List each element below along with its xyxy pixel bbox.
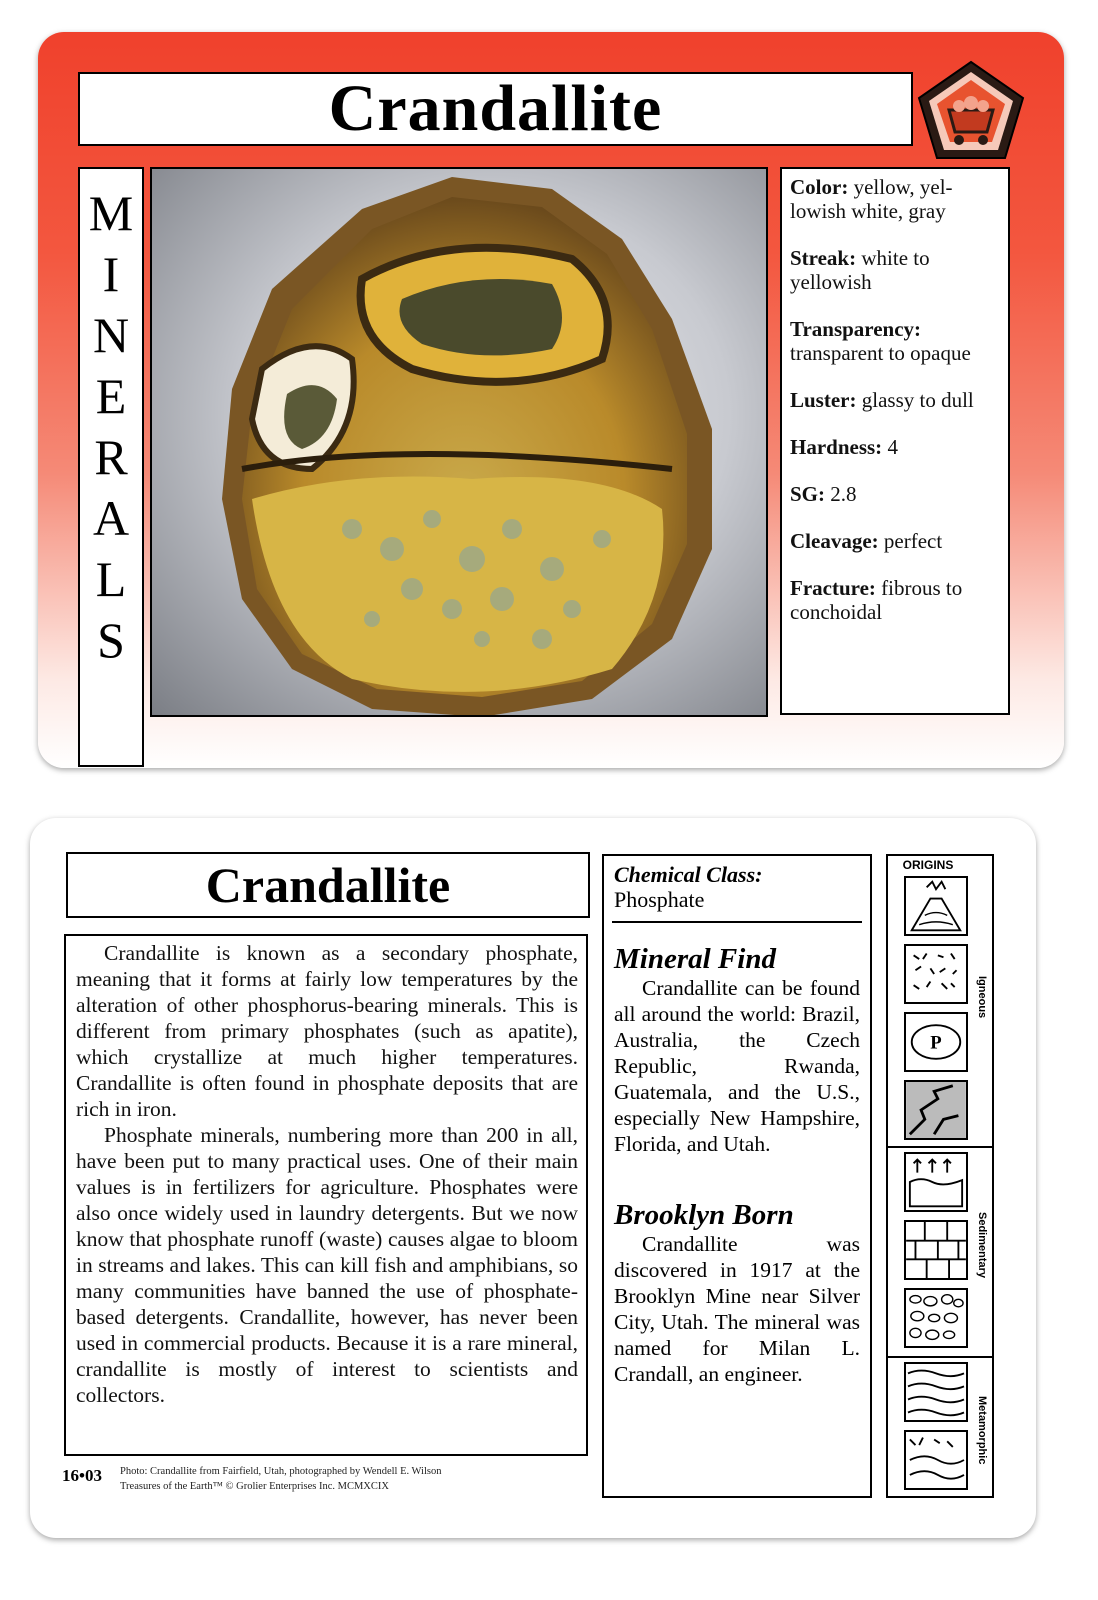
property-cleavage: Cleavage: perfect: [790, 529, 943, 553]
gneiss-icon: [904, 1430, 968, 1490]
photo-credit: Photo: Crandallite from Fairfield, Utah, photographed by Wendell E. Wilson: [120, 1466, 442, 1477]
pegmatite-icon: [904, 1012, 968, 1072]
divider: [888, 1146, 992, 1148]
chemical-class-label: Chemical Class:: [614, 862, 763, 887]
card-number: 16•03: [62, 1466, 102, 1485]
vein-icon: [904, 1080, 968, 1140]
property-hardness: Hardness: 4: [790, 435, 898, 459]
schist-icon: [904, 1362, 968, 1422]
divider: [888, 1356, 992, 1358]
origins-panel: [886, 854, 994, 1498]
mineral-photo: [150, 167, 768, 717]
front-title: Crandallite: [328, 72, 663, 145]
category-letter: R: [94, 429, 128, 485]
pegmatite-letter: P: [930, 1032, 942, 1054]
back-title: Crandallite: [205, 857, 451, 913]
property-fracture: Fracture: fibrous to conchoidal: [790, 576, 963, 624]
mineral-find-text: Crandallite can be found all around the world: Brazil, Australia, the Czech Republic, Rwanda, Guatemala, and the U.S., especially New Hampshire, Florida, and Utah.: [614, 976, 860, 1156]
category-letter: A: [92, 490, 130, 546]
minerals-category-label: [78, 167, 144, 767]
category-letter: E: [95, 368, 127, 424]
category-letter: S: [97, 612, 125, 668]
igneous-label: Igneous: [976, 976, 988, 1019]
description-paragraph: Phosphate minerals, numbering more than 200 in all, have been put to many practical uses. One of their main values is in fertilizers for agriculture. Phosphates were also once widely used in laundry detergents. But we now know that phosphate runoff (waste) causes algae to bloom in streams and lakes. This can kill fish and amphibians, so many communities have banned the use of phosphate-based detergents. Crandallite, however, has never been used in commercial products. Because it is a rare mineral, crandallite is mostly of interest to scientists and collectors.: [76, 1123, 578, 1407]
front-card: [38, 32, 1064, 768]
conglomerate-icon: [904, 1288, 968, 1348]
property-transparency: Transparency: transparent to opaque: [790, 317, 971, 365]
property-luster: Luster: glassy to dull: [790, 388, 974, 412]
credits: [120, 1464, 441, 1494]
mineral-find-heading: Mineral Find: [614, 943, 776, 975]
mining-cart-icon: [915, 58, 1027, 162]
back-title-box: [66, 852, 590, 918]
back-card: [30, 818, 1036, 1538]
category-letter: I: [102, 246, 120, 302]
divider: [612, 921, 862, 923]
brooklyn-born-text: Crandallite was discovered in 1917 at the Brooklyn Mine near Silver City, Utah. The mineral was named for Milan L. Crandall, an engineer.: [614, 1232, 860, 1386]
chemical-class-value: Phosphate: [614, 887, 705, 912]
sedimentary-label: Sedimentary: [976, 1212, 988, 1279]
brick-layers-icon: [904, 1220, 968, 1280]
property-sg: SG: 2.8: [790, 482, 857, 506]
evaporite-icon: [904, 1152, 968, 1212]
category-letter: L: [95, 551, 127, 607]
category-letter: M: [88, 185, 134, 241]
granite-icon: [904, 944, 968, 1004]
properties-panel: [780, 167, 1010, 715]
property-color: Color: yellow, yel- lowish white, gray: [790, 175, 953, 223]
category-letter: N: [92, 307, 130, 363]
front-title-box: [78, 72, 913, 146]
description-paragraph: Crandallite is known as a secondary phosphate, meaning that it forms at fairly low temperatures by the alteration of other phosphorus-bearing minerals. This is different from primary phosphates (such as apatite), which crystallize at much higher temperatures. Crandallite is often found in phosphate deposits that are rich in iron.: [76, 941, 578, 1121]
facts-column: [602, 854, 872, 1498]
volcano-icon: [904, 876, 968, 936]
property-streak: Streak: white to yellowish: [790, 246, 930, 294]
metamorphic-label: Metamorphic: [976, 1396, 988, 1465]
copyright: Treasures of the Earth™ © Grolier Enterprises Inc. MCMXCIX: [120, 1481, 389, 1492]
crandallite-specimen-image: [152, 169, 768, 717]
brooklyn-born-heading: Brooklyn Born: [614, 1199, 794, 1231]
description-box: [64, 934, 588, 1456]
origins-title: ORIGINS: [902, 858, 954, 872]
